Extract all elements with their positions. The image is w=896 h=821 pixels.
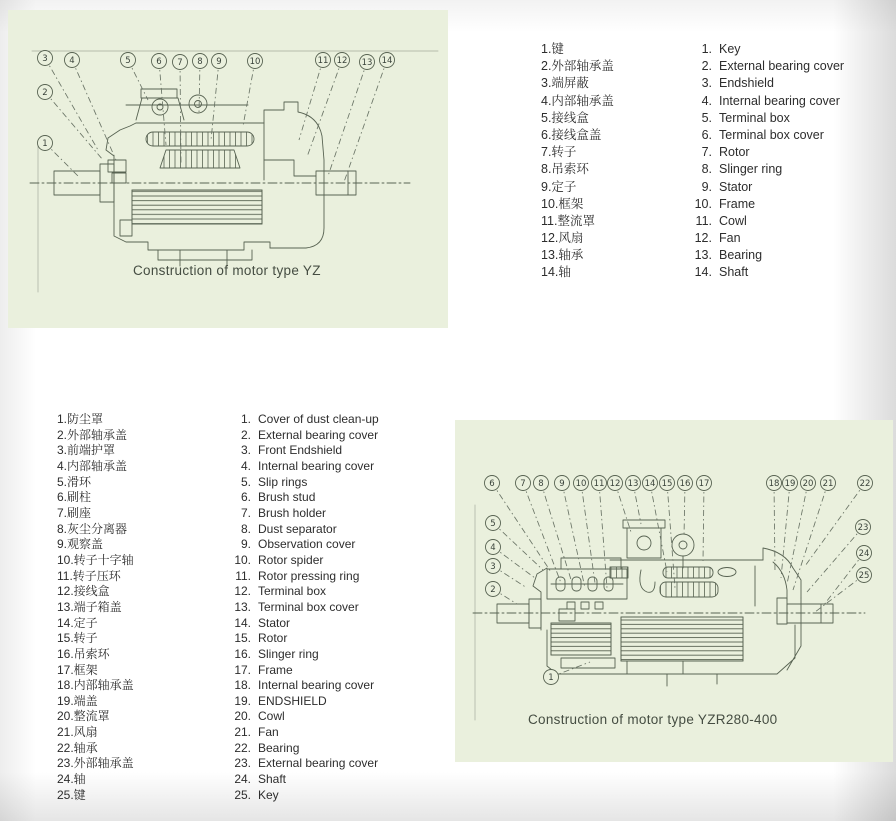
part-name-en: Observation cover xyxy=(258,537,356,552)
parts-list-row xyxy=(57,475,379,491)
stator-windings xyxy=(146,132,254,146)
svg-text:1: 1 xyxy=(42,139,48,149)
part-number-en: 1. xyxy=(240,412,251,426)
parts-list-row xyxy=(57,412,379,428)
part-name-en: Cowl xyxy=(258,709,285,724)
part-name-en: Stator xyxy=(258,615,291,630)
part-number-en: 3. xyxy=(701,76,712,91)
svg-text:20: 20 xyxy=(802,479,814,489)
parts-list-row xyxy=(541,144,844,161)
parts-list-row xyxy=(57,537,379,553)
part-name-en: Slinger ring xyxy=(719,162,783,177)
svg-text:16: 16 xyxy=(679,479,691,489)
svg-text:14: 14 xyxy=(644,479,656,489)
part-name-zh: 1.防尘罩 xyxy=(57,412,104,426)
terminal-box xyxy=(136,89,184,120)
parts-list-row xyxy=(57,631,379,647)
part-number-en: 19. xyxy=(234,693,251,708)
parts-list-row xyxy=(57,756,379,772)
part-name-zh: 4.内部轴承盖 xyxy=(57,458,128,473)
part-number-en: 16. xyxy=(234,646,251,661)
part-number-en: 18. xyxy=(234,678,251,693)
part-number-en: 10. xyxy=(234,552,251,567)
svg-text:13: 13 xyxy=(361,58,373,68)
part-name-zh: 14.定子 xyxy=(57,615,98,630)
svg-text:3: 3 xyxy=(42,54,48,64)
part-name-en: Dust separator xyxy=(258,521,337,536)
svg-text:11: 11 xyxy=(317,56,329,66)
part-name-zh: 19.端盖 xyxy=(57,693,98,708)
parts-list-row xyxy=(57,678,379,694)
part-name-zh: 8.吊索环 xyxy=(541,162,589,177)
part-name-en: Stator xyxy=(719,179,753,194)
svg-text:18: 18 xyxy=(768,479,780,489)
part-number-en: 21. xyxy=(234,725,251,740)
part-name-en: External bearing cover xyxy=(719,59,845,74)
rotor-windings xyxy=(660,582,718,597)
motor-diagram-yzr xyxy=(455,420,893,762)
part-name-en: Slinger ring xyxy=(258,646,319,661)
parts-list-row xyxy=(541,179,844,196)
part-number-en: 7. xyxy=(240,505,251,520)
part-name-zh: 11.转子压环 xyxy=(57,568,121,583)
part-name-en: Brush stud xyxy=(258,490,316,505)
parts-list-row xyxy=(57,788,379,804)
part-number-en: 8. xyxy=(240,521,251,536)
part-name-zh: 5.接线盒 xyxy=(541,110,589,125)
svg-text:17: 17 xyxy=(698,479,710,489)
part-name-en: Rotor xyxy=(719,145,750,160)
parts-list-yz xyxy=(541,41,844,282)
parts-list-row xyxy=(57,709,379,725)
svg-text:4: 4 xyxy=(69,56,75,66)
svg-text:6: 6 xyxy=(156,57,162,67)
parts-list-yzr xyxy=(57,412,379,803)
part-number-en: 1. xyxy=(701,42,712,56)
part-name-zh: 3.前端护罩 xyxy=(57,443,116,458)
part-name-zh: 7.转子 xyxy=(541,145,577,160)
parts-list-row xyxy=(57,522,379,538)
parts-list-row xyxy=(57,725,379,741)
motor-diagram-yz xyxy=(8,10,448,328)
part-name-zh: 21.风扇 xyxy=(57,725,98,740)
part-name-en: Cowl xyxy=(719,213,747,228)
part-name-en: Internal bearing cover xyxy=(719,93,840,108)
svg-text:8: 8 xyxy=(197,57,203,67)
svg-text:12: 12 xyxy=(336,56,348,66)
part-name-en: Fan xyxy=(258,725,279,740)
part-name-zh: 17.框架 xyxy=(57,662,98,677)
parts-list-row xyxy=(57,663,379,679)
svg-text:25: 25 xyxy=(858,571,870,581)
part-name-en: External bearing cover xyxy=(258,427,379,442)
part-name-en: Cover of dust clean-up xyxy=(258,412,379,426)
parts-list-row xyxy=(541,247,844,264)
rotor-windings xyxy=(160,150,240,168)
part-name-zh: 16.吊索环 xyxy=(57,646,110,661)
parts-list-row xyxy=(57,553,379,569)
rotor-laminations xyxy=(551,617,743,661)
part-name-zh: 10.转子十字轴 xyxy=(57,552,134,567)
part-name-en: Internal bearing cover xyxy=(258,678,375,693)
part-number-en: 13. xyxy=(234,599,251,614)
part-name-en: Shaft xyxy=(258,772,287,787)
part-name-zh: 9.定子 xyxy=(541,179,577,194)
part-name-en: Bearing xyxy=(719,248,763,263)
part-name-zh: 13.端子箱盖 xyxy=(57,599,122,614)
part-number-en: 20. xyxy=(234,709,251,724)
part-number-en: 5. xyxy=(240,474,251,489)
part-number-en: 2. xyxy=(701,59,712,74)
svg-text:21: 21 xyxy=(822,479,834,489)
right-shaft xyxy=(787,604,833,623)
part-name-zh: 4.内部轴承盖 xyxy=(541,93,614,108)
parts-list-row xyxy=(57,428,379,444)
parts-list-row xyxy=(541,75,844,92)
slinger-ring xyxy=(672,534,694,568)
svg-text:9: 9 xyxy=(559,479,565,489)
parts-list-row xyxy=(57,584,379,600)
part-number-en: 25. xyxy=(234,787,251,802)
diagram-panel-yz xyxy=(8,10,448,328)
svg-text:8: 8 xyxy=(538,479,544,489)
part-name-en: Frame xyxy=(719,196,756,211)
parts-list-row xyxy=(541,93,844,110)
part-name-zh: 9.观察盖 xyxy=(57,537,104,552)
part-name-en: Frame xyxy=(258,662,293,677)
svg-text:12: 12 xyxy=(609,479,621,489)
svg-text:10: 10 xyxy=(575,479,587,489)
parts-list-row xyxy=(57,506,379,522)
part-number-en: 2. xyxy=(240,427,251,442)
part-name-zh: 5.滑环 xyxy=(57,474,92,489)
part-name-en: Shaft xyxy=(719,265,749,280)
part-name-zh: 10.框架 xyxy=(541,196,584,211)
svg-text:15: 15 xyxy=(661,479,673,489)
part-name-en: Brush holder xyxy=(258,505,327,520)
stator-windings xyxy=(663,567,713,578)
part-number-en: 3. xyxy=(240,443,251,458)
part-name-zh: 14.轴 xyxy=(541,265,571,280)
svg-text:4: 4 xyxy=(490,543,496,553)
part-name-en: Slip rings xyxy=(258,474,308,489)
part-name-zh: 13.轴承 xyxy=(541,248,584,263)
part-name-zh: 2.外部轴承盖 xyxy=(541,59,614,74)
svg-text:19: 19 xyxy=(784,479,796,489)
parts-list-row xyxy=(57,741,379,757)
part-name-en: Rotor pressing ring xyxy=(258,568,360,583)
part-name-zh: 20.整流罩 xyxy=(57,709,110,724)
part-name-zh: 18.内部轴承盖 xyxy=(57,678,134,693)
part-name-en: External bearing cover xyxy=(258,756,379,771)
part-name-zh: 11.整流罩 xyxy=(541,213,595,228)
parts-list-row xyxy=(57,490,379,506)
svg-text:14: 14 xyxy=(381,56,393,66)
svg-text:9: 9 xyxy=(216,57,222,67)
part-number-en: 5. xyxy=(701,110,712,125)
part-number-en: 11. xyxy=(235,568,251,583)
parts-list-row xyxy=(57,443,379,459)
svg-text:13: 13 xyxy=(627,479,639,489)
svg-text:10: 10 xyxy=(249,57,261,67)
part-number-en: 9. xyxy=(240,537,251,552)
svg-text:7: 7 xyxy=(520,479,526,489)
part-name-en: Key xyxy=(258,787,279,802)
part-name-zh: 22.轴承 xyxy=(57,740,98,755)
part-number-en: 4. xyxy=(701,93,712,108)
part-number-en: 22. xyxy=(234,740,251,755)
part-name-en: Terminal box xyxy=(258,584,327,599)
parts-list-row xyxy=(541,264,844,281)
part-name-zh: 6.接线盒盖 xyxy=(541,127,602,142)
parts-list-row xyxy=(541,196,844,213)
diagram-caption-yz: Construction of motor type YZ xyxy=(133,263,321,278)
svg-text:24: 24 xyxy=(858,549,870,559)
part-name-zh: 15.转子 xyxy=(57,631,98,646)
svg-text:23: 23 xyxy=(857,523,869,533)
part-number-en: 13. xyxy=(694,248,712,263)
part-name-en: Internal bearing cover xyxy=(258,458,375,473)
svg-text:2: 2 xyxy=(42,88,48,98)
part-number-en: 11. xyxy=(695,213,712,228)
part-name-zh: 12.风扇 xyxy=(541,231,584,246)
motor-drawing-yz xyxy=(30,51,438,292)
parts-list-row xyxy=(57,600,379,616)
part-name-en: Front Endshield xyxy=(258,443,343,458)
parts-list-row xyxy=(541,58,844,75)
part-name-zh: 3.端屏蔽 xyxy=(541,76,589,91)
svg-text:1: 1 xyxy=(548,673,554,683)
part-name-en: Bearing xyxy=(258,740,300,755)
part-name-en: Terminal box cover xyxy=(719,127,824,142)
part-number-en: 12. xyxy=(694,231,712,246)
part-name-zh: 6.刷柱 xyxy=(57,490,92,505)
parts-list-row xyxy=(541,161,844,178)
part-name-zh: 12.接线盒 xyxy=(57,584,110,599)
part-name-en: ENDSHIELD xyxy=(258,693,327,708)
parts-list-row xyxy=(57,647,379,663)
part-number-en: 8. xyxy=(701,162,712,177)
parts-list-row xyxy=(57,569,379,585)
parts-list-row xyxy=(541,213,844,230)
parts-list-row xyxy=(57,694,379,710)
svg-text:7: 7 xyxy=(177,58,183,68)
part-number-en: 23. xyxy=(234,756,251,771)
fan-cowl xyxy=(264,102,324,248)
part-name-zh: 25.键 xyxy=(57,787,86,802)
part-number-en: 7. xyxy=(701,145,712,160)
parts-list-row xyxy=(57,616,379,632)
part-number-en: 12. xyxy=(234,584,251,599)
part-name-zh: 8.灰尘分离器 xyxy=(57,521,128,536)
part-number-en: 15. xyxy=(234,631,251,646)
part-number-en: 14. xyxy=(694,265,712,280)
svg-text:2: 2 xyxy=(490,585,496,595)
motor-drawing-yzr xyxy=(473,505,865,720)
part-name-zh: 24.轴 xyxy=(57,772,86,787)
svg-text:6: 6 xyxy=(489,479,495,489)
part-name-en: Rotor xyxy=(258,631,288,646)
part-name-zh: 23.外部轴承盖 xyxy=(57,756,134,771)
part-number-en: 6. xyxy=(701,127,712,142)
part-number-en: 17. xyxy=(234,662,251,677)
frame-feet xyxy=(627,661,717,686)
svg-text:3: 3 xyxy=(490,562,496,572)
parts-list-row xyxy=(541,41,844,58)
part-number-en: 10. xyxy=(694,196,712,211)
parts-list-row xyxy=(541,127,844,144)
part-name-en: Terminal box xyxy=(719,110,790,125)
parts-list-row xyxy=(57,459,379,475)
svg-text:5: 5 xyxy=(125,56,131,66)
rotor-laminations xyxy=(132,190,262,224)
parts-list-row xyxy=(541,110,844,127)
part-name-zh: 1.键 xyxy=(541,42,564,56)
left-shaft xyxy=(497,599,541,628)
diagram-panel-yzr xyxy=(455,420,893,762)
part-name-zh: 2.外部轴承盖 xyxy=(57,427,128,442)
svg-text:5: 5 xyxy=(490,519,496,529)
dust-cover xyxy=(561,658,615,668)
svg-text:22: 22 xyxy=(859,479,871,489)
parts-list-row xyxy=(57,772,379,788)
part-name-en: Key xyxy=(719,42,741,56)
svg-text:11: 11 xyxy=(593,479,605,489)
parts-list-row xyxy=(541,230,844,247)
part-number-en: 6. xyxy=(240,490,251,505)
left-endshield xyxy=(106,123,136,206)
part-name-en: Rotor spider xyxy=(258,552,324,567)
part-name-en: Terminal box cover xyxy=(258,599,359,614)
part-number-en: 9. xyxy=(701,179,712,194)
part-name-zh: 7.刷座 xyxy=(57,505,92,520)
part-name-en: Endshield xyxy=(719,76,774,91)
part-name-en: Fan xyxy=(719,231,741,246)
part-number-en: 24. xyxy=(234,772,251,787)
part-number-en: 14. xyxy=(234,615,251,630)
part-number-en: 4. xyxy=(240,458,251,473)
slinger-ring xyxy=(189,95,207,113)
diagram-caption-yzr: Construction of motor type YZR280-400 xyxy=(528,712,778,727)
